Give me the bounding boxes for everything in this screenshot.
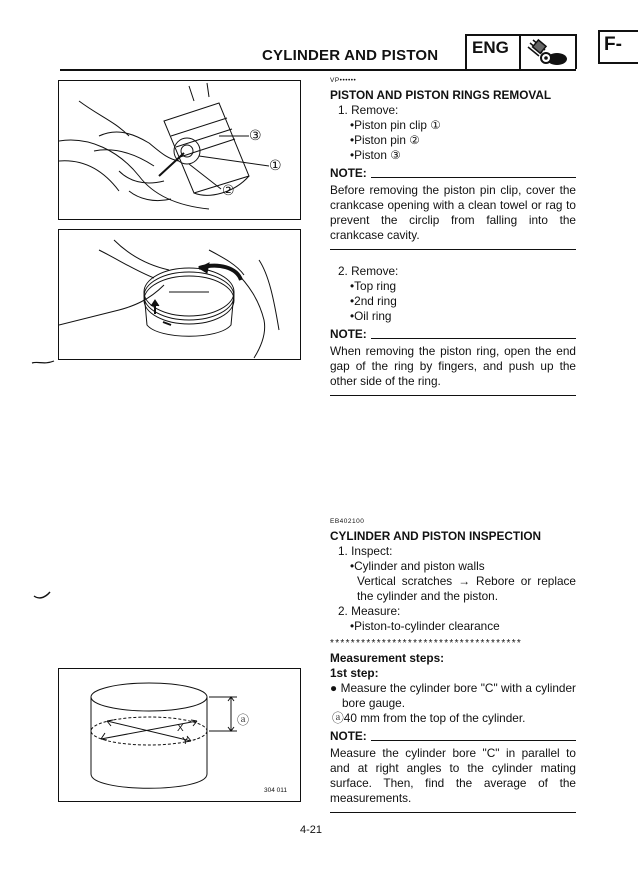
measurement-note: ⓐ40 mm from the top of the cylinder.	[332, 711, 526, 725]
note-end-rule	[330, 395, 576, 396]
step-1: 1. Inspect:	[338, 544, 393, 558]
note-rule	[371, 338, 576, 339]
page-number: 4-21	[300, 824, 323, 836]
list-item: •Top ring	[350, 279, 397, 293]
measurement-title: Measurement steps:	[330, 651, 445, 665]
list-item: •Piston pin ②	[350, 133, 420, 147]
note-text: When removing the piston ring, open the end gap of the ring by fingers, and push up the other side of the ring.	[330, 344, 576, 388]
figure-ring-removal	[58, 229, 301, 360]
list-item: •Cylinder and piston walls	[350, 559, 485, 573]
note-rule	[371, 740, 576, 741]
note-heading	[330, 166, 576, 181]
callout-2: ③	[249, 127, 262, 143]
page-title: CYLINDER AND PISTON	[262, 47, 439, 64]
section-piston-removal	[330, 77, 576, 396]
section-title: CYLINDER AND PISTON INSPECTION	[330, 529, 542, 543]
section-label: ENG	[472, 38, 509, 57]
star-divider: *************************************	[330, 638, 523, 649]
axis-x-label: X	[177, 723, 184, 734]
section-code: EB402100	[330, 518, 365, 525]
list-item: •Oil ring	[350, 309, 392, 323]
engine-icon	[524, 37, 574, 68]
list-item-detail: Vertical scratches → Rebore or replace the cylinder and the piston.	[357, 574, 576, 603]
note-rule	[371, 177, 576, 178]
dimension-a-label: ⓐ	[237, 713, 250, 727]
note-text: Measure the cylinder bore "C" in parallel to and at right angles to the cylinder mating surface. Then, find the average of the measurements.	[330, 746, 576, 805]
step-2: 2. Measure:	[338, 604, 401, 618]
section-cylinder-inspection	[330, 518, 576, 813]
margin-mark-1	[30, 355, 60, 367]
section-divider	[519, 36, 521, 69]
chapter-tab-label: F-	[604, 34, 622, 55]
note-end-rule	[330, 812, 576, 813]
figure-piston-pin-removal	[58, 80, 301, 220]
section-code: VP••••••	[330, 77, 357, 84]
list-item: •Piston-to-cylinder clearance	[350, 619, 500, 633]
header-rule	[60, 69, 576, 71]
figure-code: 304 011	[264, 787, 288, 794]
note-label: NOTE:	[330, 729, 367, 743]
note-heading	[330, 327, 576, 342]
note-text: Before removing the piston pin clip, cover the crankcase opening with a clean towel or rag to prevent the circlip from falling into the crankcase cavity.	[330, 183, 576, 242]
callout-1: ②	[222, 182, 235, 198]
list-item: •Piston ③	[350, 148, 401, 162]
list-item: •2nd ring	[350, 294, 397, 308]
step-2: 2. Remove:	[338, 264, 399, 278]
note-label: NOTE:	[330, 327, 367, 341]
step-1: 1. Remove:	[338, 103, 399, 117]
list-item: •Piston pin clip ①	[350, 118, 441, 132]
measurement-bullet: ● Measure the cylinder bore "C" with a cylinder bore gauge.	[330, 681, 576, 710]
note-heading	[330, 729, 576, 744]
callout-3: ①	[269, 157, 282, 173]
first-step-label: 1st step:	[330, 666, 379, 680]
note-label: NOTE:	[330, 166, 367, 180]
figure-cylinder-bore	[58, 668, 301, 802]
note-end-rule	[330, 249, 576, 250]
margin-mark-2	[32, 588, 54, 602]
section-title: PISTON AND PISTON RINGS REMOVAL	[330, 88, 552, 102]
axis-y-label: Y	[182, 736, 189, 747]
